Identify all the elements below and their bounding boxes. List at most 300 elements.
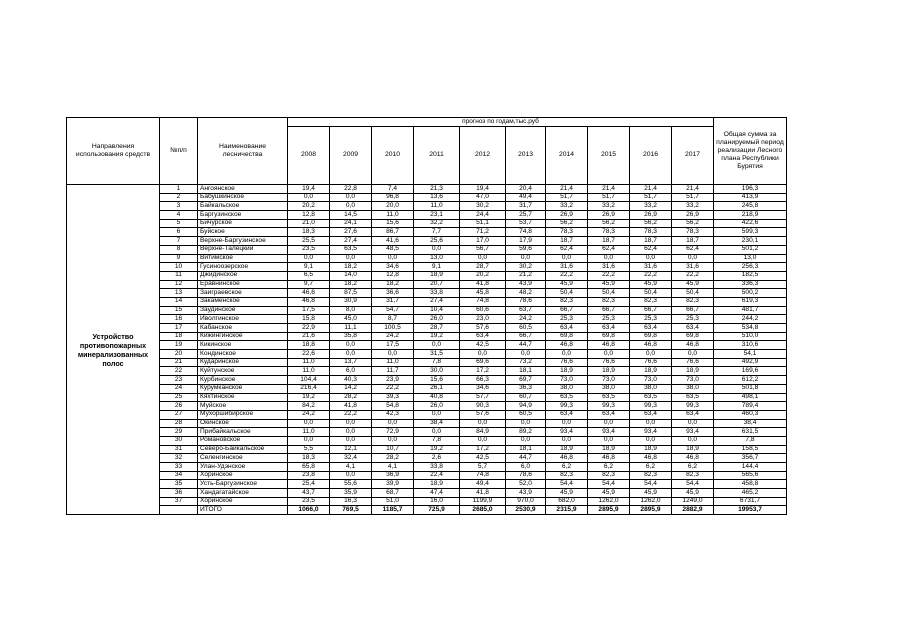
row-total: 7,8 (714, 436, 787, 445)
table-row (67, 324, 787, 333)
year-value: 38,0 (588, 384, 630, 393)
year-value: 23,9 (372, 376, 414, 385)
year-value: 10,4 (414, 306, 460, 315)
year-value: 54,4 (630, 480, 672, 489)
row-total: 789,4 (714, 402, 787, 411)
row-number: 8 (160, 245, 198, 254)
row-number: 14 (160, 297, 198, 306)
year-value: 69,7 (506, 376, 546, 385)
year-value: 76,6 (672, 358, 714, 367)
year-value: 63,4 (630, 410, 672, 419)
year-value: 45,8 (460, 289, 506, 298)
row-number: 28 (160, 419, 198, 428)
year-value: 31,6 (672, 263, 714, 272)
year-value: 0,0 (506, 254, 546, 263)
forestry-name: Закаменское (198, 297, 288, 306)
year-value: 11,7 (372, 367, 414, 376)
year-value: 0,0 (506, 436, 546, 445)
year-value: 26,1 (414, 384, 460, 393)
forestry-name: Бичурское (198, 219, 288, 228)
row-number: 29 (160, 428, 198, 437)
total-year-value: 1066,0 (288, 506, 330, 515)
year-value: 33,2 (546, 202, 588, 211)
row-total: 413,9 (714, 193, 787, 202)
header-year: 2010 (372, 126, 414, 184)
year-value: 32,2 (414, 219, 460, 228)
year-value: 45,9 (630, 489, 672, 498)
year-value: 63,5 (630, 393, 672, 402)
year-value: 9,1 (414, 263, 460, 272)
year-value: 42,5 (460, 341, 506, 350)
year-value: 42,5 (460, 454, 506, 463)
year-value: 66,7 (630, 306, 672, 315)
year-value: 51,7 (546, 193, 588, 202)
table-row (67, 384, 787, 393)
table-row (67, 367, 787, 376)
year-value: 18,9 (588, 367, 630, 376)
year-value: 66,3 (460, 376, 506, 385)
year-value: 6,2 (672, 463, 714, 472)
year-value: 18,9 (414, 480, 460, 489)
year-value: 87,5 (330, 289, 372, 298)
year-value: 11,0 (288, 428, 330, 437)
forestry-name: Хандагатайское (198, 489, 288, 498)
forestry-name: Хоринское (198, 471, 288, 480)
year-value: 59,6 (506, 245, 546, 254)
forestry-name: Усть-Баргузинское (198, 480, 288, 489)
row-total: 244,2 (714, 315, 787, 324)
table-row (67, 489, 787, 498)
year-value: 20,7 (414, 280, 460, 289)
year-value: 45,9 (588, 489, 630, 498)
forestry-name: Байкальское (198, 202, 288, 211)
grand-total: 19953,7 (714, 506, 787, 515)
year-value: 18,3 (288, 454, 330, 463)
header-row-top (67, 118, 787, 127)
year-value: 63,4 (630, 324, 672, 333)
year-value: 22,2 (630, 271, 672, 280)
year-value: 63,5 (330, 245, 372, 254)
year-value: 23,5 (288, 497, 330, 506)
year-value: 23,8 (288, 471, 330, 480)
year-value: 0,0 (506, 350, 546, 359)
year-value: 54,4 (588, 480, 630, 489)
year-value: 93,4 (588, 428, 630, 437)
year-value: 69,8 (588, 332, 630, 341)
year-value: 970,0 (506, 497, 546, 506)
year-value: 18,9 (672, 367, 714, 376)
header-num: №п/п (160, 118, 198, 185)
year-value: 24,1 (330, 219, 372, 228)
row-total: 498,1 (714, 393, 787, 402)
year-value: 4,1 (330, 463, 372, 472)
year-value: 76,6 (630, 358, 672, 367)
year-value: 31,6 (546, 263, 588, 272)
row-total: 6731,7 (714, 497, 787, 506)
year-value: 51,7 (672, 193, 714, 202)
year-value: 0,0 (460, 350, 506, 359)
year-value: 32,4 (330, 454, 372, 463)
forestry-name: Баргузинское (198, 211, 288, 220)
row-number: 5 (160, 219, 198, 228)
table-row (67, 332, 787, 341)
year-value: 86,7 (372, 228, 414, 237)
row-total: 336,3 (714, 280, 787, 289)
table-row (67, 280, 787, 289)
year-value: 33,2 (672, 202, 714, 211)
year-value: 6,2 (588, 463, 630, 472)
year-value: 34,6 (460, 384, 506, 393)
year-value: 96,8 (372, 193, 414, 202)
year-value: 31,5 (414, 350, 460, 359)
year-value: 19,2 (414, 332, 460, 341)
row-number: 35 (160, 480, 198, 489)
total-year-value: 2895,9 (630, 506, 672, 515)
year-value: 25,3 (588, 315, 630, 324)
year-value: 51,7 (588, 193, 630, 202)
year-value: 46,8 (546, 454, 588, 463)
forestry-name: Муйское (198, 402, 288, 411)
year-value: 21,4 (630, 185, 672, 194)
year-value: 12,8 (288, 211, 330, 220)
year-value: 82,3 (588, 297, 630, 306)
year-value: 0,0 (588, 419, 630, 428)
year-value: 63,5 (546, 393, 588, 402)
year-value: 28,2 (372, 454, 414, 463)
table-row (67, 271, 787, 280)
year-value: 0,0 (414, 341, 460, 350)
year-value: 0,0 (330, 436, 372, 445)
year-value: 22,9 (288, 324, 330, 333)
year-value: 0,0 (288, 436, 330, 445)
year-value: 17,2 (460, 445, 506, 454)
year-value: 682,0 (546, 497, 588, 506)
year-value: 6,5 (288, 271, 330, 280)
year-value: 74,8 (460, 471, 506, 480)
row-total: 13,0 (714, 254, 787, 263)
row-total: 460,3 (714, 410, 787, 419)
table-row (67, 419, 787, 428)
year-value: 56,7 (460, 245, 506, 254)
year-value: 38,4 (414, 419, 460, 428)
row-number: 15 (160, 306, 198, 315)
row-number: 2 (160, 193, 198, 202)
year-value: 50,4 (546, 289, 588, 298)
row-total: 54,1 (714, 350, 787, 359)
year-value: 17,5 (288, 306, 330, 315)
year-value: 104,4 (288, 376, 330, 385)
forestry-name: Заудинское (198, 306, 288, 315)
table-row (67, 497, 787, 506)
year-value: 23,1 (414, 211, 460, 220)
row-total: 196,3 (714, 185, 787, 194)
row-number: 33 (160, 463, 198, 472)
row-number: 32 (160, 454, 198, 463)
year-value: 66,7 (672, 306, 714, 315)
year-value: 0,0 (546, 350, 588, 359)
year-value: 18,7 (588, 237, 630, 246)
year-value: 46,8 (588, 454, 630, 463)
year-value: 0,0 (288, 193, 330, 202)
header-direction: Направления использования средств (67, 118, 160, 185)
year-value: 82,3 (672, 297, 714, 306)
year-value: 35,9 (330, 489, 372, 498)
year-value: 46,8 (546, 341, 588, 350)
year-value: 66,7 (506, 332, 546, 341)
year-value: 46,8 (630, 454, 672, 463)
year-value: 54,8 (372, 402, 414, 411)
year-value: 63,4 (546, 324, 588, 333)
forestry-name: Еравнинское (198, 280, 288, 289)
table-row (67, 306, 787, 315)
year-value: 0,0 (630, 419, 672, 428)
row-number: 30 (160, 436, 198, 445)
row-number: 25 (160, 393, 198, 402)
row-number: 9 (160, 254, 198, 263)
row-number: 10 (160, 263, 198, 272)
year-value: 28,7 (414, 324, 460, 333)
year-value: 21,2 (506, 271, 546, 280)
year-value: 30,0 (414, 367, 460, 376)
year-value: 44,7 (506, 454, 546, 463)
row-total: 501,8 (714, 384, 787, 393)
forestry-name: Романовское (198, 436, 288, 445)
year-value: 0,0 (588, 436, 630, 445)
year-value: 31,7 (372, 297, 414, 306)
year-value: 11,1 (330, 324, 372, 333)
year-value: 26,9 (630, 211, 672, 220)
year-value: 82,3 (588, 471, 630, 480)
row-number: 37 (160, 497, 198, 506)
year-value: 54,4 (546, 480, 588, 489)
forestry-name: Гусиноозерское (198, 263, 288, 272)
year-value: 11,0 (414, 202, 460, 211)
row-total: 492,9 (714, 358, 787, 367)
year-value: 18,9 (546, 445, 588, 454)
year-value: 216,4 (288, 384, 330, 393)
year-value: 18,3 (288, 228, 330, 237)
row-number: 4 (160, 211, 198, 220)
row-number: 1 (160, 185, 198, 194)
table-row (67, 341, 787, 350)
row-number: 22 (160, 367, 198, 376)
year-value: 0,0 (330, 202, 372, 211)
year-value: 18,2 (372, 280, 414, 289)
year-value: 28,2 (330, 393, 372, 402)
year-value: 0,0 (460, 254, 506, 263)
year-value: 18,9 (414, 271, 460, 280)
year-value: 56,2 (546, 219, 588, 228)
year-value: 31,7 (506, 202, 546, 211)
row-number: 18 (160, 332, 198, 341)
year-value: 11,0 (372, 211, 414, 220)
year-value: 0,0 (414, 428, 460, 437)
total-year-value: 2882,9 (672, 506, 714, 515)
year-value: 33,2 (630, 202, 672, 211)
year-value: 45,9 (672, 280, 714, 289)
year-value: 26,9 (672, 211, 714, 220)
year-value: 12,1 (330, 445, 372, 454)
year-value: 63,4 (546, 410, 588, 419)
year-value: 23,5 (288, 245, 330, 254)
year-value: 17,9 (506, 237, 546, 246)
year-value: 63,4 (588, 410, 630, 419)
table-row (67, 193, 787, 202)
year-value: 50,4 (630, 289, 672, 298)
row-total: 38,4 (714, 419, 787, 428)
year-value: 18,2 (330, 263, 372, 272)
forestry-name: Курумканское (198, 384, 288, 393)
year-value: 21,4 (672, 185, 714, 194)
year-value: 0,0 (546, 436, 588, 445)
year-value: 89,2 (506, 428, 546, 437)
year-value: 30,2 (460, 202, 506, 211)
year-value: 0,0 (460, 419, 506, 428)
row-number: 24 (160, 384, 198, 393)
table-row (67, 393, 787, 402)
year-value: 94,9 (506, 402, 546, 411)
year-value: 2,6 (414, 454, 460, 463)
year-value: 43,9 (506, 280, 546, 289)
header-forestry: Наименование лесничества (198, 118, 288, 185)
forestry-name: Хоринское (198, 497, 288, 506)
year-value: 0,0 (588, 254, 630, 263)
year-value: 11,0 (372, 358, 414, 367)
year-value: 33,8 (414, 289, 460, 298)
year-value: 0,0 (288, 254, 330, 263)
year-value: 93,4 (672, 428, 714, 437)
row-number: 13 (160, 289, 198, 298)
year-value: 41,8 (330, 402, 372, 411)
year-value: 69,8 (672, 332, 714, 341)
year-value: 45,9 (630, 280, 672, 289)
year-value: 16,0 (414, 497, 460, 506)
year-value: 52,0 (506, 480, 546, 489)
year-value: 73,0 (672, 376, 714, 385)
year-value: 60,7 (506, 393, 546, 402)
year-value: 39,3 (372, 393, 414, 402)
forestry-name: Кондинское (198, 350, 288, 359)
row-number: 27 (160, 410, 198, 419)
year-value: 56,2 (672, 219, 714, 228)
year-value: 44,7 (506, 341, 546, 350)
year-value: 14,5 (330, 211, 372, 220)
year-value: 1199,9 (460, 497, 506, 506)
year-value: 1249,0 (672, 497, 714, 506)
year-value: 50,4 (588, 289, 630, 298)
row-number: 31 (160, 445, 198, 454)
year-value: 72,9 (372, 428, 414, 437)
row-total: 501,2 (714, 245, 787, 254)
year-value: 17,0 (460, 237, 506, 246)
year-value: 1262,0 (630, 497, 672, 506)
year-value: 14,2 (330, 384, 372, 393)
year-value: 19,4 (460, 185, 506, 194)
year-value: 68,7 (372, 489, 414, 498)
table-row (67, 410, 787, 419)
table-row (67, 219, 787, 228)
row-total: 218,9 (714, 211, 787, 220)
year-value: 56,2 (588, 219, 630, 228)
year-value: 22,2 (588, 271, 630, 280)
year-value: 28,7 (460, 263, 506, 272)
year-value: 48,5 (372, 245, 414, 254)
year-value: 0,0 (330, 193, 372, 202)
year-value: 18,9 (630, 367, 672, 376)
forestry-name: Селенгинское (198, 454, 288, 463)
year-value: 99,3 (546, 402, 588, 411)
year-value: 47,0 (460, 193, 506, 202)
year-value: 19,2 (288, 393, 330, 402)
total-number-cell (160, 506, 198, 515)
year-value: 5,5 (288, 445, 330, 454)
year-value: 24,2 (372, 332, 414, 341)
year-value: 30,2 (506, 263, 546, 272)
row-number: 3 (160, 202, 198, 211)
table-row (67, 254, 787, 263)
year-value: 18,7 (630, 237, 672, 246)
year-value: 0,0 (372, 419, 414, 428)
year-value: 0,0 (330, 350, 372, 359)
year-value: 0,0 (672, 436, 714, 445)
year-value: 0,0 (330, 428, 372, 437)
year-value: 60,5 (506, 410, 546, 419)
row-number: 26 (160, 402, 198, 411)
year-value: 82,3 (630, 471, 672, 480)
year-value: 43,9 (506, 489, 546, 498)
row-total: 230,1 (714, 237, 787, 246)
year-value: 9,7 (288, 280, 330, 289)
forestry-name: Кударинское (198, 358, 288, 367)
year-value: 0,0 (372, 436, 414, 445)
year-value: 57,6 (460, 410, 506, 419)
year-value: 16,3 (330, 497, 372, 506)
year-value: 20,2 (460, 271, 506, 280)
year-value: 22,2 (330, 410, 372, 419)
year-value: 21,4 (588, 185, 630, 194)
year-value: 82,3 (630, 297, 672, 306)
row-total: 422,6 (714, 219, 787, 228)
year-value: 74,8 (460, 297, 506, 306)
forestry-name: Кижингинское (198, 332, 288, 341)
year-value: 7,8 (414, 436, 460, 445)
forestry-name: Окинское (198, 419, 288, 428)
row-number: 36 (160, 489, 198, 498)
year-value: 1262,0 (588, 497, 630, 506)
year-value: 78,3 (630, 228, 672, 237)
year-value: 62,4 (672, 245, 714, 254)
year-value: 7,7 (414, 228, 460, 237)
row-number: 7 (160, 237, 198, 246)
header-year: 2013 (506, 126, 546, 184)
year-value: 0,0 (330, 471, 372, 480)
year-value: 45,9 (546, 489, 588, 498)
header-year: 2008 (288, 126, 330, 184)
year-value: 21,3 (414, 185, 460, 194)
year-value: 18,7 (672, 237, 714, 246)
row-total: 245,8 (714, 202, 787, 211)
forestry-name: Прибайкальское (198, 428, 288, 437)
year-value: 20,0 (372, 202, 414, 211)
year-value: 4,1 (372, 463, 414, 472)
year-value: 18,9 (630, 445, 672, 454)
total-label: ИТОГО (198, 506, 288, 515)
year-value: 0,0 (372, 254, 414, 263)
year-value: 78,3 (588, 228, 630, 237)
year-value: 54,4 (672, 480, 714, 489)
year-value: 13,7 (330, 358, 372, 367)
year-value: 33,2 (588, 202, 630, 211)
